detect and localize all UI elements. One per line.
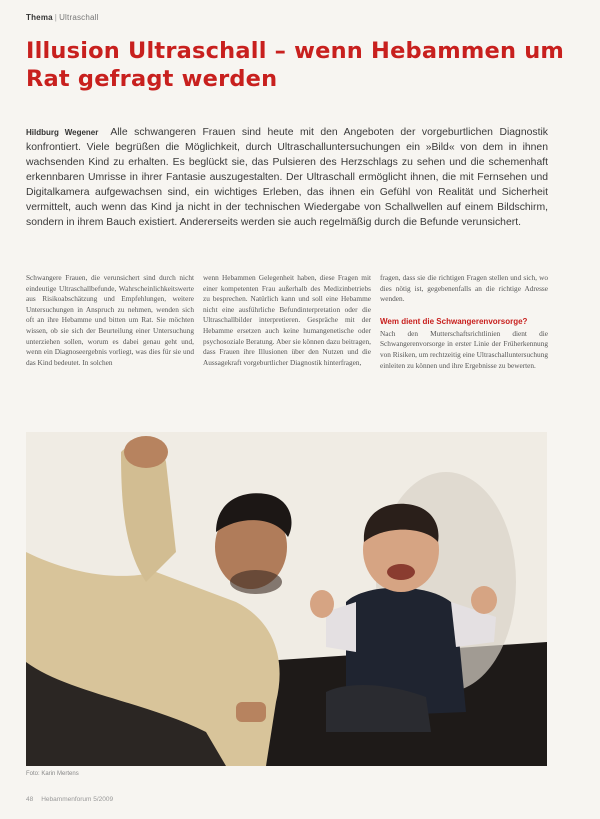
column-2-text: wenn Hebammen Gelegenheit haben, diese Fragen mit einer kompetenten Frau außerhalb des Medizinbetriebs zu besprechen. Natürlich kann und soll eine Hebamme nicht eine ausführliche Befundinterpretation oder die Ultraschallbilder interpretieren. Gespräche mit der Hebamme ersetzen auch keine humangenetische oder psychosoziale Beratung. Aber sie können dazu beitragen, dass Frauen ihre Illusionen über den Nutzen und die Aussagekraft vorgeburtlicher Diagnostik hinterfragen, [203,273,371,367]
article-lead [26,125,548,230]
page-number: 48 [26,796,34,803]
column-3-text: fragen, dass sie die richtigen Fragen stellen und sich, wo dies nötig ist, gegebenenfalls an die richtige Adresse wenden. [380,273,548,304]
lead-text: Alle schwangeren Frauen sind heute mit den Angeboten der vorgeburtlichen Diagnostik konfrontiert. Viele begrüßen die Möglichkeit, durch Ultraschalluntersuchungen ein »Bild« von dem in ihnen wachsenden Kind zu erhalten. Es beglückt sie, das Pulsieren des Herzschlags zu sehen und die schemenhaft erkennbaren Umrisse in ihrer Fantasie auszugestalten. Der Ultraschall ermöglicht ihnen, die mit Fernsehen und Digitalkamera aufgewachsen sind, ein wichtiges Erleben, das ihnen ein Gefühl von Realität und Sicherheit vermittelt, auch wenn das Kind ja nicht in der technischen Wiedergabe von Schallwellen auf einem Bildschirm, sondern in ihrem Bauch existiert. Andererseits werden sie auch regelmäßig durch die Befunde verunsichert. [26,127,548,228]
kicker-separator: | [54,13,58,22]
article-photo [26,432,547,766]
author-name: Hildburg Wegener [26,128,99,137]
body-column-2 [203,273,371,368]
photo-caption: Foto: Karin Mertens [26,771,79,777]
section-subheading: Wem dient die Schwangerenvorsorge? [380,316,528,326]
body-column-3 [380,273,548,371]
magazine-name: Hebammenforum 5/2009 [41,796,114,803]
article-title: Illusion Ultraschall – wenn Hebammen um Rat gefragt werden [26,38,565,92]
section-label: Ultraschall [59,13,99,22]
column-3b-text: Nach den Mutterschaftsrichtlinien dient die Schwangerenvorsorge in erster Linie der Früherkennung von Risiken, um rechtzeitig eine Ultraschalluntersuchung einleiten zu können und ihre Ergebnisse zu bewerten. [380,328,548,370]
page-footer [26,796,113,803]
section-kicker [26,13,99,22]
body-column-1 [26,273,194,368]
rubric-label: Thema [26,13,53,22]
column-1-text: Schwangere Frauen, die verunsichert sind durch nicht eindeutige Ultraschallbefunde, Wahrscheinlichkeitswerte aus Risikoabschätzung und Empfehlungen, weitere Untersuchungen in Anspruch zu nehmen, wenden sich oft an ihre Hebamme und bitten um Rat. Sie möchten wissen, ob sie sich der Beurteilung einer Untersuchung unterziehen sollen, worum es dabei genau geht und, wenn ein Diagnoseergebnis vorliegt, was dies für sie und das Kind bedeutet. In solchen [26,273,194,367]
photo-illustration [26,432,547,766]
